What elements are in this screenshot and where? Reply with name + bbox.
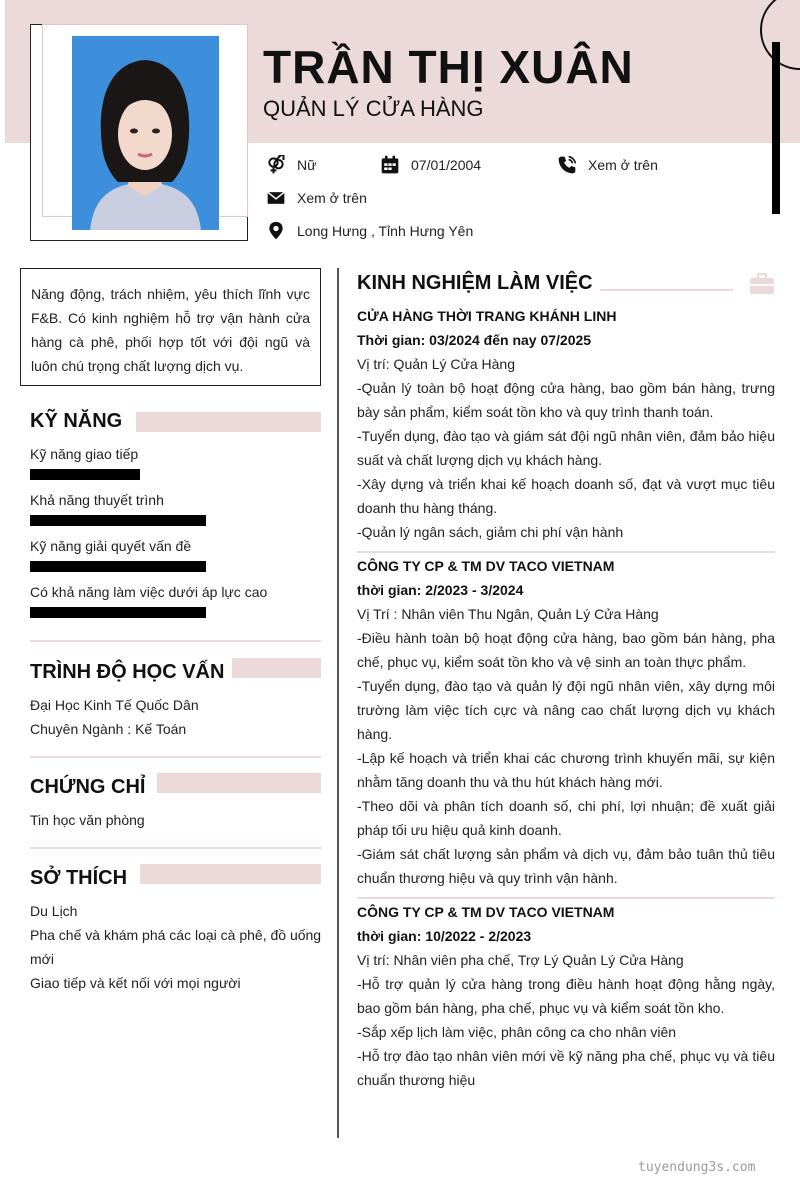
certificates-title-bar — [157, 773, 321, 793]
corner-bar-decoration — [772, 42, 780, 214]
hobby-item: Du Lịch — [30, 903, 78, 919]
education-major: Chuyên Ngành : Kế Toán — [30, 721, 187, 737]
skill-bar — [30, 561, 206, 572]
experience-item — [357, 900, 775, 1092]
experience-title-line — [600, 289, 733, 291]
job-period: Thời gian: 03/2024 đến nay 07/2025 — [357, 332, 592, 348]
gender-icon — [265, 154, 287, 176]
hobby-item: Pha chế và khám phá các loại cà phê, đồ uống mới — [30, 927, 322, 967]
section-divider — [30, 847, 321, 849]
company-name: CÔNG TY CP & TM DV TACO VIETNAM — [357, 904, 615, 920]
experience-item — [357, 304, 775, 544]
briefcase-icon — [749, 272, 775, 296]
skill-label: Có khả năng làm việc dưới áp lực cao — [30, 584, 268, 600]
phone-info — [556, 154, 658, 176]
gender-value: Nữ — [297, 157, 317, 173]
skill-bar — [30, 607, 206, 618]
skill-bar-fill — [30, 515, 206, 526]
phone-icon — [556, 154, 578, 176]
email-value: Xem ở trên — [297, 190, 367, 206]
company-name: CÔNG TY CP & TM DV TACO VIETNAM — [357, 558, 615, 574]
skill-bar — [30, 469, 206, 480]
job-duty: -Tuyển dụng, đào tạo và quản lý đội ngũ nhân viên, xây dựng môi trường làm việc tích cực và nâng cao chất lượng dịch vụ khách hàng. — [357, 678, 775, 742]
address-value: Long Hưng , Tỉnh Hưng Yên — [297, 223, 474, 239]
certificates-title: CHỨNG CHỈ — [30, 776, 146, 798]
summary-box: Năng động, trách nhiệm, yêu thích lĩnh vực F&B. Có kinh nghiệm hỗ trợ vận hành cửa hàng cà phê, phối hợp tốt với đội ngũ và luôn chú trọng chất lượng dịch vụ. — [20, 268, 321, 386]
job-duty: -Quản lý ngân sách, giảm chi phí vận hành — [357, 524, 624, 540]
candidate-job-title: QUẢN LÝ CỬA HÀNG — [263, 96, 484, 121]
skill-label: Kỹ năng giao tiếp — [30, 446, 139, 462]
hobbies-title-bar — [140, 864, 321, 884]
skill-bar-fill — [30, 607, 206, 618]
job-duty: -Lập kế hoạch và triển khai các chương trình khuyến mãi, sự kiện nhằm tăng doanh thu và thu hút khách hàng mới. — [357, 750, 775, 790]
column-separator — [337, 268, 339, 1138]
job-period: thời gian: 10/2022 - 2/2023 — [357, 928, 532, 944]
location-pin-icon — [265, 220, 287, 242]
job-duty: -Theo dõi và phân tích doanh số, chi phí, lợi nhuận; đề xuất giải pháp tối ưu hiệu quả kinh doanh. — [357, 798, 775, 838]
profile-photo — [72, 36, 219, 230]
skills-title-bar — [136, 412, 321, 432]
education-school: Đại Học Kinh Tế Quốc Dân — [30, 697, 199, 713]
phone-value: Xem ở trên — [588, 157, 658, 173]
job-position: Vị trí: Nhân viên pha chế, Trợ Lý Quản Lý Cửa Hàng — [357, 952, 684, 968]
company-name: CỬA HÀNG THỜI TRANG KHÁNH LINH — [357, 308, 617, 324]
experience-title: KINH NGHIỆM LÀM VIỆC — [357, 272, 593, 294]
job-duty: -Điều hành toàn bộ hoạt động cửa hàng, bao gồm bán hàng, pha chế, phục vụ, kiểm soát tồn kho và vệ sinh an toàn thực phẩm. — [357, 630, 775, 670]
experience-divider — [357, 897, 775, 899]
job-duty: -Tuyển dụng, đào tạo và giám sát đội ngũ nhân viên, đảm bảo hiệu suất và chất lượng dịch vụ khách hàng. — [357, 428, 775, 468]
skill-label: Kỹ năng giải quyết vấn đề — [30, 538, 192, 554]
job-duty: -Hỗ trợ quản lý cửa hàng trong điều hành hoạt động hằng ngày, bao gồm bán hàng, pha chế, phục vụ và kiểm soát tồn kho. — [357, 976, 775, 1016]
skill-bar — [30, 515, 206, 526]
birthdate-value: 07/01/2004 — [411, 157, 482, 173]
hobby-item: Giao tiếp và kết nối với mọi người — [30, 975, 241, 991]
education-title: TRÌNH ĐỘ HỌC VẤN — [30, 661, 225, 683]
job-period: thời gian: 2/2023 - 3/2024 — [357, 582, 524, 598]
address-info — [265, 220, 473, 242]
skill-bar-fill — [30, 469, 140, 480]
email-icon — [265, 187, 287, 209]
job-duty: -Giám sát chất lượng sản phẩm và dịch vụ, đảm bảo tuân thủ tiêu chuẩn thương hiệu và quy trình vận hành. — [357, 846, 775, 886]
hobbies-title: SỞ THÍCH — [30, 867, 128, 889]
experience-item — [357, 554, 775, 890]
gender-info — [265, 154, 316, 176]
certificate-item: Tin học văn phòng — [30, 812, 145, 828]
job-position: Vị trí: Quản Lý Cửa Hàng — [357, 356, 515, 372]
calendar-icon — [379, 154, 401, 176]
job-duty: -Hỗ trợ đào tạo nhân viên mới về kỹ năng pha chế, phục vụ và tiêu chuẩn thương hiệu — [357, 1048, 775, 1088]
watermark: tuyendung3s.com — [638, 1160, 756, 1175]
email-info — [265, 187, 367, 209]
job-duty: -Sắp xếp lịch làm việc, phân công ca cho nhân viên — [357, 1024, 677, 1040]
birthdate-info — [379, 154, 481, 176]
job-duty: -Quản lý toàn bộ hoạt động cửa hàng, bao gồm bán hàng, trưng bày sản phẩm, kiểm soát tồn kho và quy trình thanh toán. — [357, 380, 775, 420]
hobbies-list — [30, 899, 325, 995]
skill-label: Khả năng thuyết trình — [30, 492, 164, 508]
section-divider — [30, 640, 321, 642]
skill-bar-fill — [30, 561, 206, 572]
job-position: Vị Trí : Nhân viên Thu Ngân, Quản Lý Cửa Hàng — [357, 606, 659, 622]
job-duty: -Xây dựng và triển khai kế hoạch doanh số, đạt và vượt mục tiêu doanh thu hàng tháng. — [357, 476, 775, 516]
candidate-name: TRẦN THỊ XUÂN — [263, 41, 634, 93]
section-divider — [30, 756, 321, 758]
skills-title: KỸ NĂNG — [30, 410, 123, 432]
education-title-bar — [232, 658, 321, 678]
experience-divider — [357, 551, 775, 553]
